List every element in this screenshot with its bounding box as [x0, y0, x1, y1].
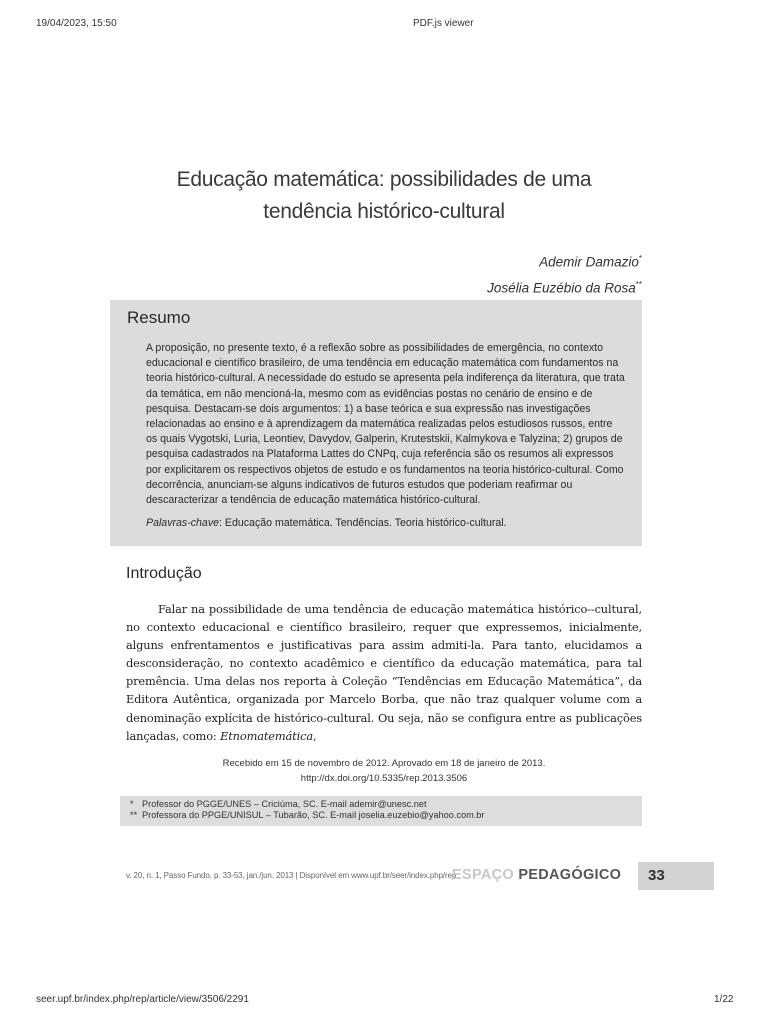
author-1	[487, 248, 642, 274]
keywords	[146, 516, 626, 531]
authors	[487, 248, 642, 299]
intro-italic-term: Etnomatemática	[220, 728, 313, 743]
author-mark: **	[635, 279, 642, 289]
journal-name-light: ESPAÇO	[452, 867, 514, 883]
received-info	[126, 756, 642, 786]
intro-text: Falar na possibilidade de uma tendência de educação matemática histórico--cultural, no contexto educacional e científico brasileiro, requer que expressemos, inicialmente, alguns enfrentamentos e justificativas para assim admiti-la. Para tanto, elucidamos a desconsideração, no contexto acadêmico e científico da educação matemática, para tal premência. Uma delas nos reporta à Coleção “Tendências em Educação Matemática”, da Editora Autêntica, organizada por Marcelo Borba, que não traz qualquer volume com a denominação explícita de histórico-cultural. Ou seja, não se configura entre as publicações lançadas, como:	[126, 602, 642, 743]
page-url: seer.upf.br/index.php/rep/article/view/3506/2291	[36, 994, 249, 1005]
viewer-title: PDF.js viewer	[413, 18, 474, 29]
author-name: Josélia Euzébio da Rosa	[487, 280, 636, 295]
title-line-2: tendência histórico-cultural	[263, 200, 505, 223]
footnote-2	[130, 810, 484, 822]
page-number-box	[638, 862, 714, 890]
abstract-box	[110, 300, 642, 546]
footnote-mark: *	[130, 799, 134, 809]
footnote-mark: **	[130, 810, 138, 820]
intro-text-end: ,	[312, 728, 317, 743]
keywords-label: Palavras-chave	[146, 517, 220, 529]
doi-link[interactable]: http://dx.doi.org/10.5335/rep.2013.3506	[300, 773, 468, 784]
journal-citation: v. 20, n. 1, Passo Fundo, p. 33-53, jan./jun. 2013 | Disponível em www.upf.br/seer/index.php/rep	[126, 871, 457, 880]
journal-footer	[126, 862, 714, 890]
keywords-list: : Educação matemática. Tendências. Teoria histórico-cultural.	[219, 517, 507, 529]
footnote-1	[130, 799, 427, 811]
received-dates: Recebido em 15 de novembro de 2012. Aprovado em 18 de janeiro de 2013.	[222, 758, 546, 769]
journal-name-dark: PEDAGÓGICO	[518, 867, 622, 883]
journal-name	[452, 867, 621, 883]
author-2	[487, 274, 642, 300]
title-line-1: Educação matemática: possibilidades de uma	[176, 168, 592, 191]
author-name: Ademir Damazio	[539, 254, 639, 270]
print-datetime: 19/04/2023, 15:50	[36, 18, 117, 29]
footnote-text: Professora do PPGE/UNISUL – Tubarão, SC. E-mail joselia.euzebio@yahoo.com.br	[142, 810, 485, 820]
introduction-heading: Introdução	[126, 565, 202, 582]
abstract-text: A proposição, no presente texto, é a reflexão sobre as possibilidades de emergência, no contexto educacional e científico brasileiro, de uma tendência em educação matemática com fundamentos na teoria histórico-cultural. A necessidade do estudo se apresenta pela indiferença da literatura, que trata da temática, em não mencioná-la, mesmo com as evidências postas no cenário de ensino e de pesquisa. Destacam-se dois argumentos: 1) a base teórica e sua expressão nas investigações relacionadas ao ensino e à aprendizagem da matemática realizadas pelos estudiosos russos, entre os quais Vygotski, Luria, Leontiev, Davydov, Galperin, Krutestskii, Kalmykova e Talyzina; 2) grupos de pesquisa cadastrados na Plataforma Lattes do CNPq, cuja referência são os resumos ali expressos por explicitarem os respectivos objetos de estudo e os fundamentos na teoria histórico-cultural. Como decorrência, anunciam-se alguns indicativos de futuros estudos que poderiam reafirmar ou descaracterizar a tendência de educação matemática histórico-cultural.	[146, 342, 625, 507]
footnotes	[120, 796, 642, 826]
page-number: 33	[648, 867, 665, 884]
author-mark: *	[638, 254, 642, 263]
abstract-heading: Resumo	[127, 308, 191, 327]
introduction-paragraph	[126, 600, 642, 745]
page-indicator: 1/22	[714, 994, 734, 1005]
article-title	[0, 164, 768, 228]
footnote-text: Professor do PGGE/UNES – Criciúma, SC. E-mail ademir@unesc.net	[142, 799, 427, 809]
